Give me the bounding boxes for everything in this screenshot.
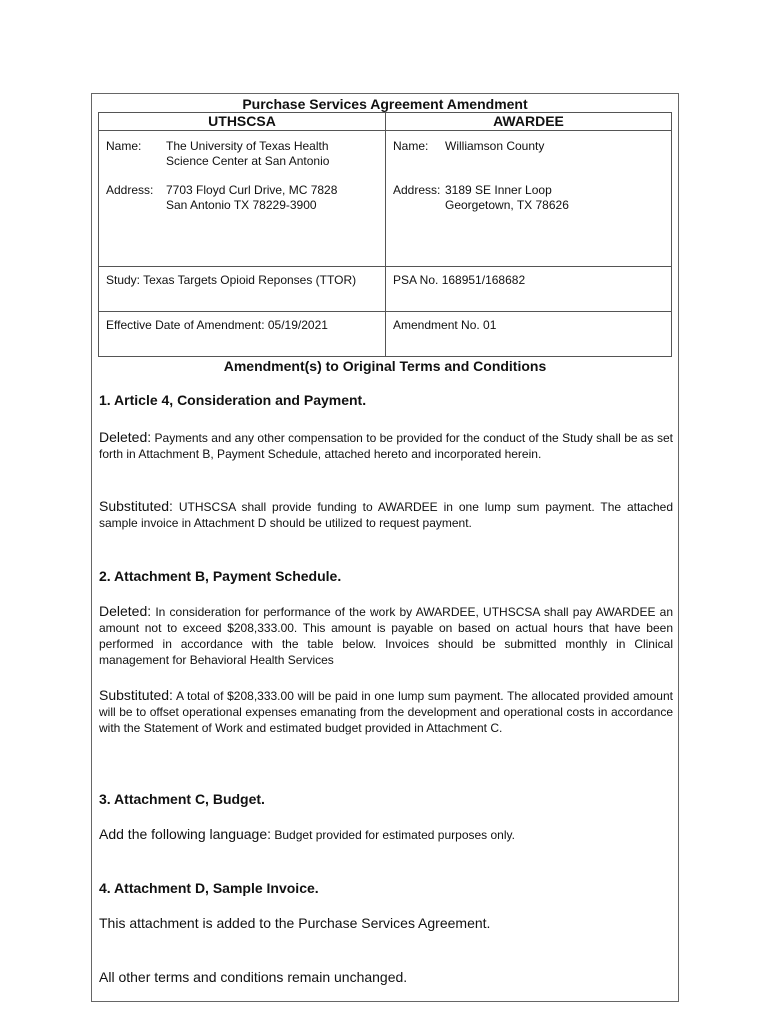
awardee-header: AWARDEE [386,113,672,131]
awardee-address-value [445,183,569,213]
effective-date-cell: Effective Date of Amendment: 05/19/2021 [99,312,386,357]
awardee-address-line2: Georgetown, TX 78626 [445,198,569,212]
section-2-substituted [99,687,673,736]
section-1-substituted-text: UTHSCSA shall provide funding to AWARDEE in one lump sum payment. The attached sample invoice in Attachment D should be utilized to request payment. [99,500,673,530]
section-4-heading: 4. Attachment D, Sample Invoice. [99,880,319,896]
parties-table [98,112,672,357]
awardee-address-label: Address: [393,183,441,197]
amendment-number-cell: Amendment No. 01 [386,312,672,357]
section-1-substituted-lead: Substituted: [99,498,173,514]
uthscsa-name-value [166,139,329,169]
uthscsa-info-cell [99,131,386,267]
section-2-deleted-text: In consideration for performance of the work by AWARDEE, UTHSCSA shall pay AWARDEE an amount not to exceed $208,333.00. This amount is payable on based on actual hours that have been performed in accordance with the table below. Invoices should be submitted monthly in Clinical management for Behavioral Health Services [99,605,673,667]
section-1-deleted-text: Payments and any other compensation to be provided for the conduct of the Study shall be as set forth in Attachment B, Payment Schedule, attached hereto and incorporated herein. [99,431,673,461]
study-cell: Study: Texas Targets Opioid Reponses (TTOR) [99,267,386,312]
section-2-deleted-lead: Deleted: [99,603,152,619]
uthscsa-name-line2: Science Center at San Antonio [166,154,330,168]
uthscsa-header: UTHSCSA [99,113,386,131]
amendments-heading: Amendment(s) to Original Terms and Conditions [223,358,547,374]
awardee-address-line1: 3189 SE Inner Loop [445,183,552,197]
uthscsa-address-line1: 7703 Floyd Curl Drive, MC 7828 [166,183,338,197]
section-1-heading: 1. Article 4, Consideration and Payment. [99,392,367,408]
uthscsa-name-label: Name: [106,139,142,153]
uthscsa-address-value [166,183,337,213]
uthscsa-address-line2: San Antonio TX 78229-3900 [166,198,317,212]
awardee-name-label: Name: [393,139,429,153]
awardee-name-value: Williamson County [445,139,545,153]
section-4-text: This attachment is added to the Purchase Services Agreement. [99,915,491,931]
section-3-body: Budget provided for estimated purposes only. [271,828,515,842]
section-2-substituted-lead: Substituted: [99,687,173,703]
awardee-info-cell [386,131,672,267]
psa-number-cell: PSA No. 168951/168682 [386,267,672,312]
uthscsa-name-line1: The University of Texas Health [166,139,329,153]
document-title: Purchase Services Agreement Amendment [242,96,528,112]
closing-statement: All other terms and conditions remain unchanged. [99,969,408,985]
uthscsa-address-label: Address: [106,183,154,197]
section-2-deleted [99,603,673,668]
section-3-text [99,826,673,843]
section-3-lead: Add the following language: [99,826,272,842]
section-3-heading: 3. Attachment C, Budget. [99,791,265,807]
section-1-deleted [99,429,673,462]
section-1-substituted [99,498,673,531]
document-frame [91,93,679,1002]
section-2-heading: 2. Attachment B, Payment Schedule. [99,568,342,584]
section-2-substituted-text: A total of $208,333.00 will be paid in one lump sum payment. The allocated provided amount will be to offset operational expenses emanating from the development and operational costs in accordance with the Statement of Work and estimated budget provided in Attachment C. [99,689,673,735]
section-1-deleted-lead: Deleted: [99,429,152,445]
